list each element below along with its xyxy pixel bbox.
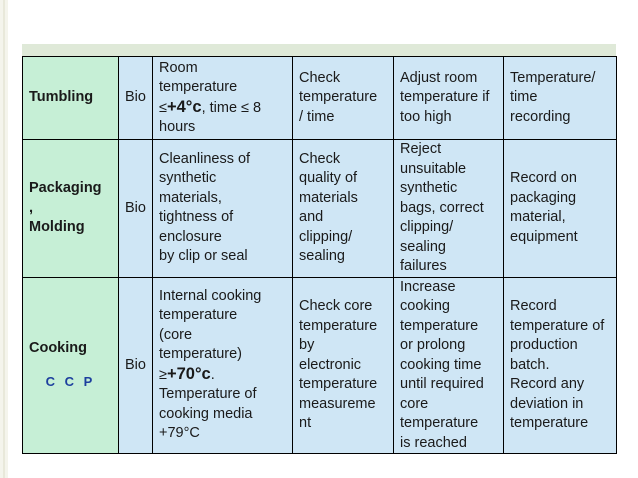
- critical-limit-cell: Room temperature ≤+4°c, time ≤ 8 hours: [153, 57, 293, 140]
- records-cell: Temperature/ time recording: [504, 57, 617, 140]
- critical-limit-cell: Cleanliness of synthetic materials, tightness of enclosure by clip or seal: [153, 140, 293, 278]
- process-step-cell: Tumbling: [23, 57, 119, 140]
- monitoring-cell: Check temperature / time: [293, 57, 394, 140]
- process-step-cell: Packaging , Molding: [23, 140, 119, 278]
- corrective-action-cell: Reject unsuitable synthetic bags, correct clipping/ sealing failures: [394, 140, 504, 278]
- monitoring-cell: Check core temperature by electronic temperature measureme nt: [293, 277, 394, 454]
- critical-limit-cell: Internal cooking temperature (core temperature) ≥+70°c. Temperature of cooking media +79°C: [153, 277, 293, 454]
- table-row: [23, 57, 617, 140]
- corrective-action-cell: Increase cooking temperature or prolong cooking time until required core temperature is reached: [394, 277, 504, 454]
- temperature-limit-value: +4°c: [166, 97, 202, 116]
- ccp-label: C C P: [45, 374, 96, 390]
- monitoring-cell: Check quality of materials and clipping/ sealing: [293, 140, 394, 278]
- records-cell: Record temperature of production batch. Record any deviation in temperature: [504, 277, 617, 454]
- haccp-plan-table: [22, 56, 617, 454]
- table-row: [23, 277, 617, 454]
- corrective-action-cell: Adjust room temperature if too high: [394, 57, 504, 140]
- hazard-type-cell: Bio: [119, 140, 153, 278]
- hazard-type-cell: Bio: [119, 277, 153, 454]
- process-step-cell: Cooking C C P: [23, 277, 119, 454]
- temperature-limit-value: +70°c: [166, 364, 211, 383]
- hazard-type-cell: Bio: [119, 57, 153, 140]
- records-cell: Record on packaging material, equipment: [504, 140, 617, 278]
- table-row: [23, 140, 617, 278]
- slide-left-accent-bar: [0, 0, 8, 478]
- table-header-band: [22, 44, 616, 56]
